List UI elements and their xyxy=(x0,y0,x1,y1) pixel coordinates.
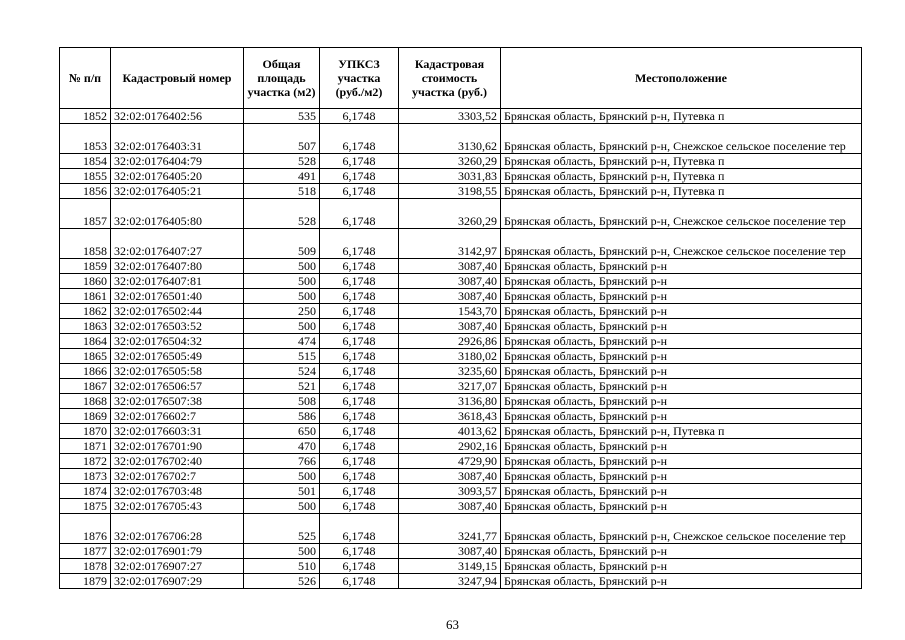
cell-location: Брянская область, Брянский р-н, Путевка п xyxy=(501,154,862,169)
cell-cadastral-value: 3217,07 xyxy=(399,379,501,394)
table-row xyxy=(60,319,862,334)
cell-upksz: 6,1748 xyxy=(320,124,399,154)
table-row xyxy=(60,109,862,124)
cell-cadastral-number: 32:02:0176701:90 xyxy=(111,439,244,454)
table-row xyxy=(60,394,862,409)
cell-area: 250 xyxy=(244,304,320,319)
cell-cadastral-number: 32:02:0176407:80 xyxy=(111,259,244,274)
table-row xyxy=(60,259,862,274)
cell-cadastral-value: 3087,40 xyxy=(399,259,501,274)
cell-num: 1871 xyxy=(60,439,111,454)
cell-upksz: 6,1748 xyxy=(320,259,399,274)
cell-area: 501 xyxy=(244,484,320,499)
cell-cadastral-value: 3198,55 xyxy=(399,184,501,199)
cell-upksz: 6,1748 xyxy=(320,559,399,574)
cell-cadastral-value: 3087,40 xyxy=(399,544,501,559)
table-row xyxy=(60,334,862,349)
cell-cadastral-number: 32:02:0176407:81 xyxy=(111,274,244,289)
cell-area: 500 xyxy=(244,319,320,334)
cell-upksz: 6,1748 xyxy=(320,544,399,559)
cell-cadastral-value: 3247,94 xyxy=(399,574,501,589)
cell-num: 1865 xyxy=(60,349,111,364)
cell-num: 1866 xyxy=(60,364,111,379)
cell-num: 1860 xyxy=(60,274,111,289)
cell-cadastral-number: 32:02:0176505:49 xyxy=(111,349,244,364)
cell-num: 1869 xyxy=(60,409,111,424)
cell-area: 470 xyxy=(244,439,320,454)
cell-num: 1864 xyxy=(60,334,111,349)
table-row xyxy=(60,199,862,229)
cell-num: 1859 xyxy=(60,259,111,274)
cell-upksz: 6,1748 xyxy=(320,499,399,514)
cell-location: Брянская область, Брянский р-н, Снежское сельское поселение тер xyxy=(501,229,862,259)
cell-location: Брянская область, Брянский р-н, Путевка п xyxy=(501,169,862,184)
cell-upksz: 6,1748 xyxy=(320,274,399,289)
table-row xyxy=(60,349,862,364)
cell-location: Брянская область, Брянский р-н, Путевка п xyxy=(501,424,862,439)
table-row xyxy=(60,169,862,184)
cell-location: Брянская область, Брянский р-н xyxy=(501,559,862,574)
cell-location: Брянская область, Брянский р-н xyxy=(501,574,862,589)
cell-num: 1857 xyxy=(60,199,111,229)
cell-upksz: 6,1748 xyxy=(320,379,399,394)
cell-cadastral-number: 32:02:0176502:44 xyxy=(111,304,244,319)
cell-cadastral-number: 32:02:0176706:28 xyxy=(111,514,244,544)
cell-location: Брянская область, Брянский р-н, Снежское сельское поселение тер xyxy=(501,514,862,544)
cell-cadastral-value: 3087,40 xyxy=(399,319,501,334)
cell-cadastral-value: 3241,77 xyxy=(399,514,501,544)
cell-area: 500 xyxy=(244,499,320,514)
table-row xyxy=(60,559,862,574)
cell-cadastral-value: 3093,57 xyxy=(399,484,501,499)
cell-upksz: 6,1748 xyxy=(320,109,399,124)
cell-cadastral-number: 32:02:0176402:56 xyxy=(111,109,244,124)
table-row xyxy=(60,499,862,514)
cell-cadastral-value: 3260,29 xyxy=(399,199,501,229)
cell-cadastral-number: 32:02:0176901:79 xyxy=(111,544,244,559)
cell-location: Брянская область, Брянский р-н xyxy=(501,319,862,334)
cell-num: 1872 xyxy=(60,454,111,469)
cell-upksz: 6,1748 xyxy=(320,334,399,349)
cell-upksz: 6,1748 xyxy=(320,514,399,544)
cell-area: 515 xyxy=(244,349,320,364)
cell-num: 1852 xyxy=(60,109,111,124)
cell-area: 500 xyxy=(244,544,320,559)
cell-area: 474 xyxy=(244,334,320,349)
table-row xyxy=(60,484,862,499)
cell-upksz: 6,1748 xyxy=(320,184,399,199)
cell-area: 525 xyxy=(244,514,320,544)
cell-cadastral-number: 32:02:0176407:27 xyxy=(111,229,244,259)
cell-upksz: 6,1748 xyxy=(320,454,399,469)
cell-location: Брянская область, Брянский р-н xyxy=(501,334,862,349)
cell-upksz: 6,1748 xyxy=(320,289,399,304)
cell-upksz: 6,1748 xyxy=(320,229,399,259)
cell-num: 1875 xyxy=(60,499,111,514)
cell-num: 1853 xyxy=(60,124,111,154)
table-row xyxy=(60,454,862,469)
cell-cadastral-value: 3235,60 xyxy=(399,364,501,379)
cadastral-table xyxy=(59,47,862,589)
cell-num: 1879 xyxy=(60,574,111,589)
cell-cadastral-number: 32:02:0176403:31 xyxy=(111,124,244,154)
header-area: Общая площадь участка (м2) xyxy=(244,48,320,109)
cell-cadastral-number: 32:02:0176501:40 xyxy=(111,289,244,304)
table-row xyxy=(60,124,862,154)
header-num: № п/п xyxy=(60,48,111,109)
cell-location: Брянская область, Брянский р-н xyxy=(501,274,862,289)
table-row xyxy=(60,229,862,259)
cell-location: Брянская область, Брянский р-н xyxy=(501,289,862,304)
cell-num: 1854 xyxy=(60,154,111,169)
cell-upksz: 6,1748 xyxy=(320,409,399,424)
cell-area: 507 xyxy=(244,124,320,154)
cell-num: 1877 xyxy=(60,544,111,559)
header-upksz: УПКСЗ участка (руб./м2) xyxy=(320,48,399,109)
table-row xyxy=(60,274,862,289)
cell-cadastral-value: 3130,62 xyxy=(399,124,501,154)
cell-cadastral-number: 32:02:0176503:52 xyxy=(111,319,244,334)
table-row xyxy=(60,544,862,559)
header-cadastral-number: Кадастровый номер xyxy=(111,48,244,109)
cell-upksz: 6,1748 xyxy=(320,304,399,319)
cell-cadastral-number: 32:02:0176602:7 xyxy=(111,409,244,424)
cell-num: 1870 xyxy=(60,424,111,439)
table-row xyxy=(60,379,862,394)
cell-num: 1874 xyxy=(60,484,111,499)
cell-cadastral-value: 3180,02 xyxy=(399,349,501,364)
cell-location: Брянская область, Брянский р-н xyxy=(501,439,862,454)
cell-location: Брянская область, Брянский р-н, Путевка п xyxy=(501,109,862,124)
cell-cadastral-number: 32:02:0176702:40 xyxy=(111,454,244,469)
cell-upksz: 6,1748 xyxy=(320,424,399,439)
cell-cadastral-number: 32:02:0176507:38 xyxy=(111,394,244,409)
cell-num: 1856 xyxy=(60,184,111,199)
cell-num: 1876 xyxy=(60,514,111,544)
cell-location: Брянская область, Брянский р-н xyxy=(501,304,862,319)
cell-num: 1868 xyxy=(60,394,111,409)
cell-cadastral-value: 3149,15 xyxy=(399,559,501,574)
table-row xyxy=(60,304,862,319)
header-location: Местоположение xyxy=(501,48,862,109)
cell-upksz: 6,1748 xyxy=(320,469,399,484)
table-row xyxy=(60,424,862,439)
cell-area: 528 xyxy=(244,199,320,229)
cell-upksz: 6,1748 xyxy=(320,364,399,379)
cell-cadastral-value: 3087,40 xyxy=(399,499,501,514)
cell-location: Брянская область, Брянский р-н xyxy=(501,499,862,514)
cell-cadastral-number: 32:02:0176703:48 xyxy=(111,484,244,499)
cell-location: Брянская область, Брянский р-н, Снежское сельское поселение тер xyxy=(501,199,862,229)
cell-cadastral-number: 32:02:0176504:32 xyxy=(111,334,244,349)
cell-cadastral-value: 3087,40 xyxy=(399,469,501,484)
cell-area: 528 xyxy=(244,154,320,169)
cell-cadastral-value: 3031,83 xyxy=(399,169,501,184)
cell-area: 500 xyxy=(244,289,320,304)
table-body xyxy=(60,109,862,589)
cell-location: Брянская область, Брянский р-н xyxy=(501,379,862,394)
cell-cadastral-number: 32:02:0176506:57 xyxy=(111,379,244,394)
table-row xyxy=(60,184,862,199)
table-row xyxy=(60,439,862,454)
cell-area: 586 xyxy=(244,409,320,424)
cell-area: 535 xyxy=(244,109,320,124)
cell-cadastral-value: 3618,43 xyxy=(399,409,501,424)
cell-area: 518 xyxy=(244,184,320,199)
table-row xyxy=(60,574,862,589)
cell-num: 1862 xyxy=(60,304,111,319)
cell-cadastral-value: 4729,90 xyxy=(399,454,501,469)
cell-cadastral-value: 4013,62 xyxy=(399,424,501,439)
table-row xyxy=(60,514,862,544)
cell-upksz: 6,1748 xyxy=(320,319,399,334)
cell-upksz: 6,1748 xyxy=(320,439,399,454)
cell-num: 1873 xyxy=(60,469,111,484)
cell-cadastral-number: 32:02:0176705:43 xyxy=(111,499,244,514)
cell-location: Брянская область, Брянский р-н, Путевка п xyxy=(501,184,862,199)
cell-area: 509 xyxy=(244,229,320,259)
table-row xyxy=(60,364,862,379)
cell-cadastral-value: 2902,16 xyxy=(399,439,501,454)
cell-cadastral-number: 32:02:0176505:58 xyxy=(111,364,244,379)
cell-upksz: 6,1748 xyxy=(320,394,399,409)
cell-location: Брянская область, Брянский р-н xyxy=(501,454,862,469)
cell-location: Брянская область, Брянский р-н xyxy=(501,409,862,424)
cell-cadastral-value: 3087,40 xyxy=(399,289,501,304)
cell-area: 510 xyxy=(244,559,320,574)
table-row xyxy=(60,409,862,424)
cell-cadastral-number: 32:02:0176702:7 xyxy=(111,469,244,484)
cell-area: 500 xyxy=(244,259,320,274)
cell-cadastral-value: 3260,29 xyxy=(399,154,501,169)
cell-cadastral-value: 3087,40 xyxy=(399,274,501,289)
cell-num: 1863 xyxy=(60,319,111,334)
cell-cadastral-number: 32:02:0176405:20 xyxy=(111,169,244,184)
cell-location: Брянская область, Брянский р-н xyxy=(501,394,862,409)
cell-area: 508 xyxy=(244,394,320,409)
cell-upksz: 6,1748 xyxy=(320,199,399,229)
cell-location: Брянская область, Брянский р-н xyxy=(501,484,862,499)
cell-cadastral-value: 3142,97 xyxy=(399,229,501,259)
cell-area: 500 xyxy=(244,469,320,484)
cell-num: 1878 xyxy=(60,559,111,574)
cell-cadastral-number: 32:02:0176405:80 xyxy=(111,199,244,229)
cell-cadastral-value: 3136,80 xyxy=(399,394,501,409)
table-row xyxy=(60,289,862,304)
cell-upksz: 6,1748 xyxy=(320,574,399,589)
cell-upksz: 6,1748 xyxy=(320,349,399,364)
cell-upksz: 6,1748 xyxy=(320,154,399,169)
header-cadastral-value: Кадастровая стоимость участка (руб.) xyxy=(399,48,501,109)
cell-num: 1861 xyxy=(60,289,111,304)
cell-upksz: 6,1748 xyxy=(320,169,399,184)
cell-area: 766 xyxy=(244,454,320,469)
table-row xyxy=(60,469,862,484)
cell-cadastral-number: 32:02:0176404:79 xyxy=(111,154,244,169)
cell-location: Брянская область, Брянский р-н xyxy=(501,544,862,559)
cell-area: 500 xyxy=(244,274,320,289)
cell-location: Брянская область, Брянский р-н xyxy=(501,349,862,364)
cell-num: 1858 xyxy=(60,229,111,259)
cell-area: 491 xyxy=(244,169,320,184)
cell-cadastral-number: 32:02:0176603:31 xyxy=(111,424,244,439)
page-number: 63 xyxy=(446,617,459,632)
cell-cadastral-value: 3303,52 xyxy=(399,109,501,124)
cell-location: Брянская область, Брянский р-н xyxy=(501,259,862,274)
cell-area: 521 xyxy=(244,379,320,394)
cell-cadastral-number: 32:02:0176907:29 xyxy=(111,574,244,589)
cell-cadastral-number: 32:02:0176405:21 xyxy=(111,184,244,199)
cell-location: Брянская область, Брянский р-н xyxy=(501,469,862,484)
cell-num: 1855 xyxy=(60,169,111,184)
cell-location: Брянская область, Брянский р-н, Снежское сельское поселение тер xyxy=(501,124,862,154)
cell-area: 524 xyxy=(244,364,320,379)
cell-cadastral-value: 1543,70 xyxy=(399,304,501,319)
cell-area: 526 xyxy=(244,574,320,589)
cell-location: Брянская область, Брянский р-н xyxy=(501,364,862,379)
cell-cadastral-number: 32:02:0176907:27 xyxy=(111,559,244,574)
cell-upksz: 6,1748 xyxy=(320,484,399,499)
table-header-row xyxy=(60,48,862,109)
cell-num: 1867 xyxy=(60,379,111,394)
cell-cadastral-value: 2926,86 xyxy=(399,334,501,349)
table-row xyxy=(60,154,862,169)
cell-area: 650 xyxy=(244,424,320,439)
